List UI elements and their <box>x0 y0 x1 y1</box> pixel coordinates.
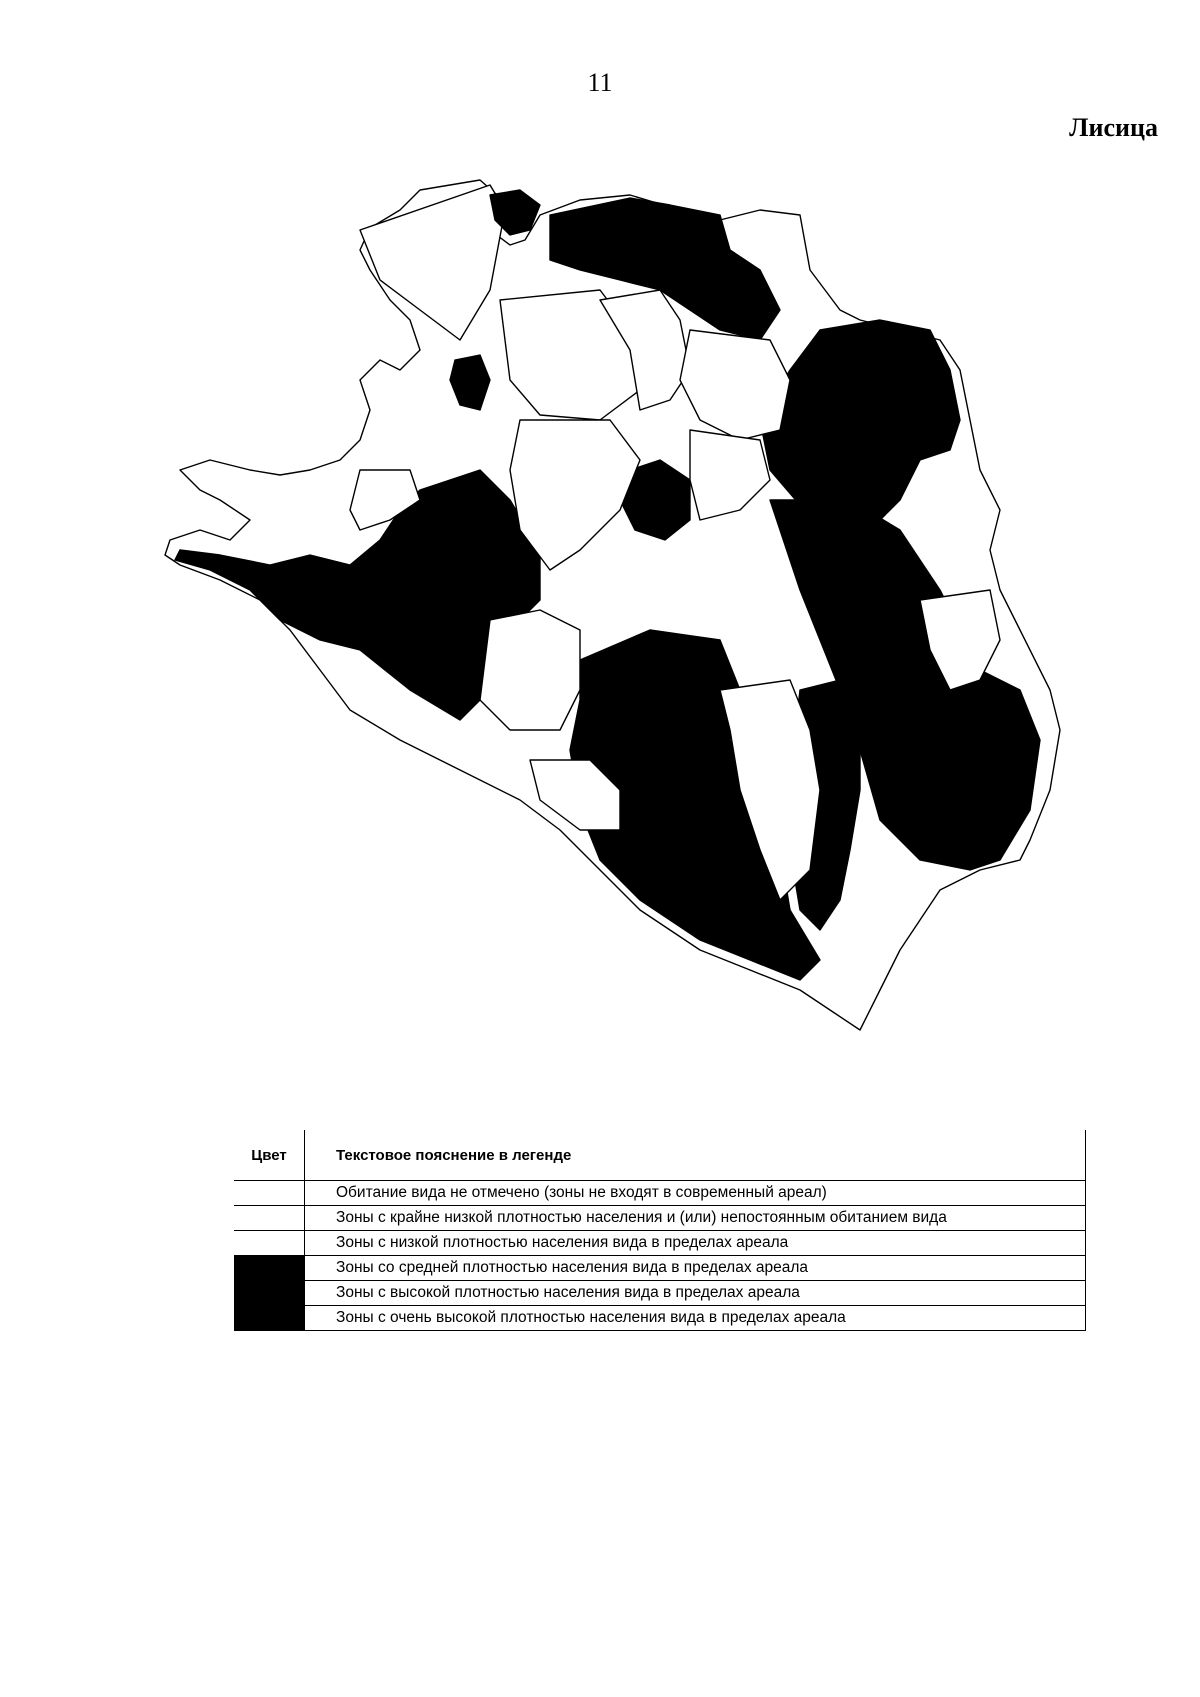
legend-header-row <box>234 1130 1086 1181</box>
district-white-6 <box>480 610 580 730</box>
density-map <box>160 170 1160 1050</box>
legend-text: Зоны с очень высокой плотностью населения вида в пределах ареала <box>305 1306 1086 1331</box>
legend-swatch <box>234 1281 305 1306</box>
legend-row <box>234 1206 1086 1231</box>
legend-row <box>234 1281 1086 1306</box>
legend-table <box>234 1130 1086 1331</box>
legend-row <box>234 1306 1086 1331</box>
species-title: Лисица <box>1069 113 1158 142</box>
legend-swatch <box>234 1181 305 1206</box>
legend-header-color: Цвет <box>234 1130 305 1181</box>
legend-swatch <box>234 1206 305 1231</box>
legend-text: Зоны с крайне низкой плотностью населения и (или) непостоянным обитанием вида <box>305 1206 1086 1231</box>
legend-row <box>234 1231 1086 1256</box>
legend-swatch <box>234 1231 305 1256</box>
legend-row <box>234 1256 1086 1281</box>
legend-text: Зоны с низкой плотностью населения вида в пределах ареала <box>305 1231 1086 1256</box>
legend-header-text: Текстовое пояснение в легенде <box>305 1130 1086 1181</box>
legend-text: Зоны со средней плотностью населения вида в пределах ареала <box>305 1256 1086 1281</box>
legend-row <box>234 1181 1086 1206</box>
legend-text: Обитание вида не отмечено (зоны не входят в современный ареал) <box>305 1181 1086 1206</box>
legend-swatch <box>234 1256 305 1281</box>
page-number: 11 <box>587 68 613 97</box>
legend-swatch <box>234 1306 305 1331</box>
legend-text: Зоны с высокой плотностью населения вида в пределах ареала <box>305 1281 1086 1306</box>
